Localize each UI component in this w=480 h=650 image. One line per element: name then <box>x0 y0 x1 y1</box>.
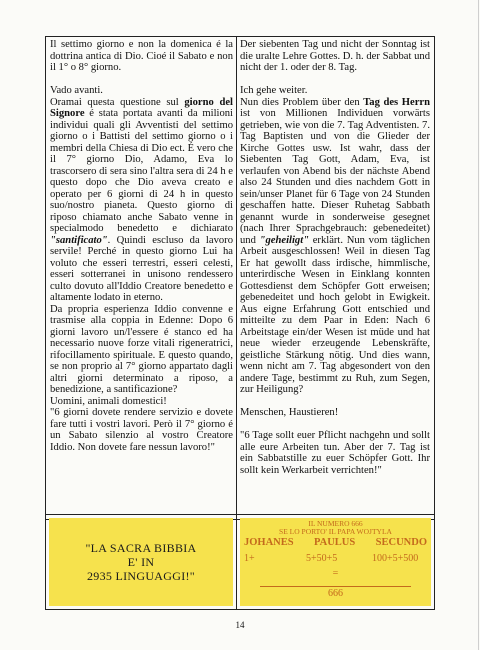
bold-italic-term: "santificato" <box>50 234 108 246</box>
sum-result: 666 <box>328 588 343 599</box>
name-paulus: PAULUS <box>314 537 356 548</box>
italian-paragraph-5: Uomini, animali domestici! <box>50 395 167 407</box>
bible-line-3: 2935 LINGUAGGI!" <box>86 569 195 583</box>
german-paragraph-5: "6 Tage sollt euer Pflicht nachgehn und sollt alle eure Arbeiten tun. Aber der 7. Tag ist ein Sabbatstille zu euer Schöpfer Gott. Ihr sollt kein Werkarbeit verrichten!" <box>240 430 430 476</box>
text-run: ist von Millionen Individuen vorwärts getrieben, wie von die 7. Tag Adventisten. 7. Tag Baptisten und von die Glieder der Kirche Gottes usw. Ist wahr, dass der Siebenten Tag Gott, Adam, Eva, ist verlaufen von Abend bis der nächste Abend also 24 Stunden und dies nachdem Gott in sein/unser Planet für 6 Tage von 24 Stunden geschaffen hatte. Dieser Ruhetag Sabbath genannt wurde in sonderweise gesegnet (nach Ihrer Sprachgebrauch: gebenedeitet) und <box>240 108 430 246</box>
german-paragraph-3 <box>240 97 430 396</box>
name-row <box>244 537 427 548</box>
page-number: 14 <box>235 620 245 630</box>
bold-term: giorno del Signore <box>50 96 233 119</box>
italian-paragraph-4: Da propria esperienza Iddio convenne e trasmise alla coppia in Edenne: Dopo 6 giorni lavoro un/l'essere é stanco ed ha necessario nuove forze vitali rigeneratrici, rifocillamento spirituale. E questo quando, se non proprio al 7° giorno appartato dagli altri giorni determinato a riposo, a benedizione, a santificazione? <box>50 303 233 395</box>
number-cell <box>237 515 434 609</box>
text-run: . Quindi escluso da lavoro servile! Perché in questo giorno Lui ha voluto che esseri terrestri, esseri celesti, esseri sotterranei in unisono rendessero culto dovuto all'Iddio Creatore benedetto e altamente lodato in eterno. <box>50 234 233 303</box>
bible-line-2: E' IN <box>127 555 155 569</box>
bible-box <box>49 518 233 606</box>
bible-cell <box>46 515 237 609</box>
number-subheading: SE LO PORTO' IL PAPA WOJTYLA <box>279 527 392 536</box>
bold-term: Tag des Herrn <box>363 96 430 108</box>
german-paragraph-2: Ich gehe weiter. <box>240 85 308 96</box>
italian-paragraph-3 <box>50 97 233 304</box>
value-paulus: 5+50+5 <box>306 553 338 564</box>
italian-paragraph-6: "6 giorni dovete rendere servizio e dovete fare tutti i vostri lavori. Però il 7° giorno é un Sabato silenzio al vostro Creatore Iddio. Non dovete fare nessun lavoro!" <box>50 407 233 453</box>
italian-paragraph-1: Il settimo giorno e non la domenica é la dottrina antica di Dio. Cioé il Sabato e non il 1° o 8° giorno. <box>50 39 233 73</box>
main-table <box>45 36 435 520</box>
sum-line <box>260 586 411 587</box>
bible-line-1: "LA SACRA BIBBIA <box>85 541 197 555</box>
number-heading: IL NUMERO 666 <box>308 519 363 528</box>
german-paragraph-4: Menschen, Haustieren! <box>240 407 339 418</box>
italian-column <box>46 37 237 519</box>
text-run: é stata portata avanti da milioni individui quali gli Avventisti del settimo giorno o i Battisti del settimo giorno o i membri della Chiesa di Dio ect. É vero che il 7° giorno Dio, Adamo, Eva lo trascorsero di sera sino l'altra sera di 24 h e questo dopo che Dio aveva creato e operato per 6 giorni di 24 h in questo suo/nostro pianeta. Questo giorno di riposo chiamato anche Sabato venne in specialmodo benedetto e dichiarato <box>50 108 233 234</box>
name-johanes: JOHANES <box>244 537 294 548</box>
text-run: Oramai questa questione sul <box>50 96 185 108</box>
value-johanes: 1+ <box>244 553 255 564</box>
bold-italic-term: "geheiligt" <box>259 234 310 246</box>
number-box <box>240 518 431 606</box>
german-paragraph-1: Der siebenten Tag und nicht der Sonntag ist die uralte Lehre Gottes. D. h. der Sabbat und nicht der 1. oder der 8. Tag. <box>240 39 430 73</box>
german-column <box>237 37 434 519</box>
bible-text <box>85 541 196 583</box>
value-secundo: 100+5+500 <box>372 553 419 564</box>
italian-paragraph-2: Vado avanti. <box>50 85 103 96</box>
name-secundo: SECUNDO <box>375 537 427 548</box>
bottom-table <box>45 514 435 610</box>
text-run: Nun dies Problem über den <box>240 96 364 108</box>
equals-sign: = <box>332 568 339 579</box>
text-run: erklärt. Nun vom täglichen Arbeit ausgeschlossen! Weil in diesen Tag Er hat gewollt dass irdische, himmlische, unterirdische Wesen in Einklang konnten Gottesdienst dem Schöpfer Gott erweisen; gebenedeitet und hoch gelobt in Ewigkeit. Aus eigne Erfahrung Gott entschied und mitteilte zu dem Paar in Eden: Nach 6 Arbeitstage ein/der Wesen ist müde und hat neue wieder erzeugende Lebenskräfte, geistliche Stärkung nötig. Und dies wann, wenn nicht am 7. Tag abgesondert von den andere Tage, bestimmt zu Ruh, zum Segen, zur Heiligung? <box>240 234 430 395</box>
